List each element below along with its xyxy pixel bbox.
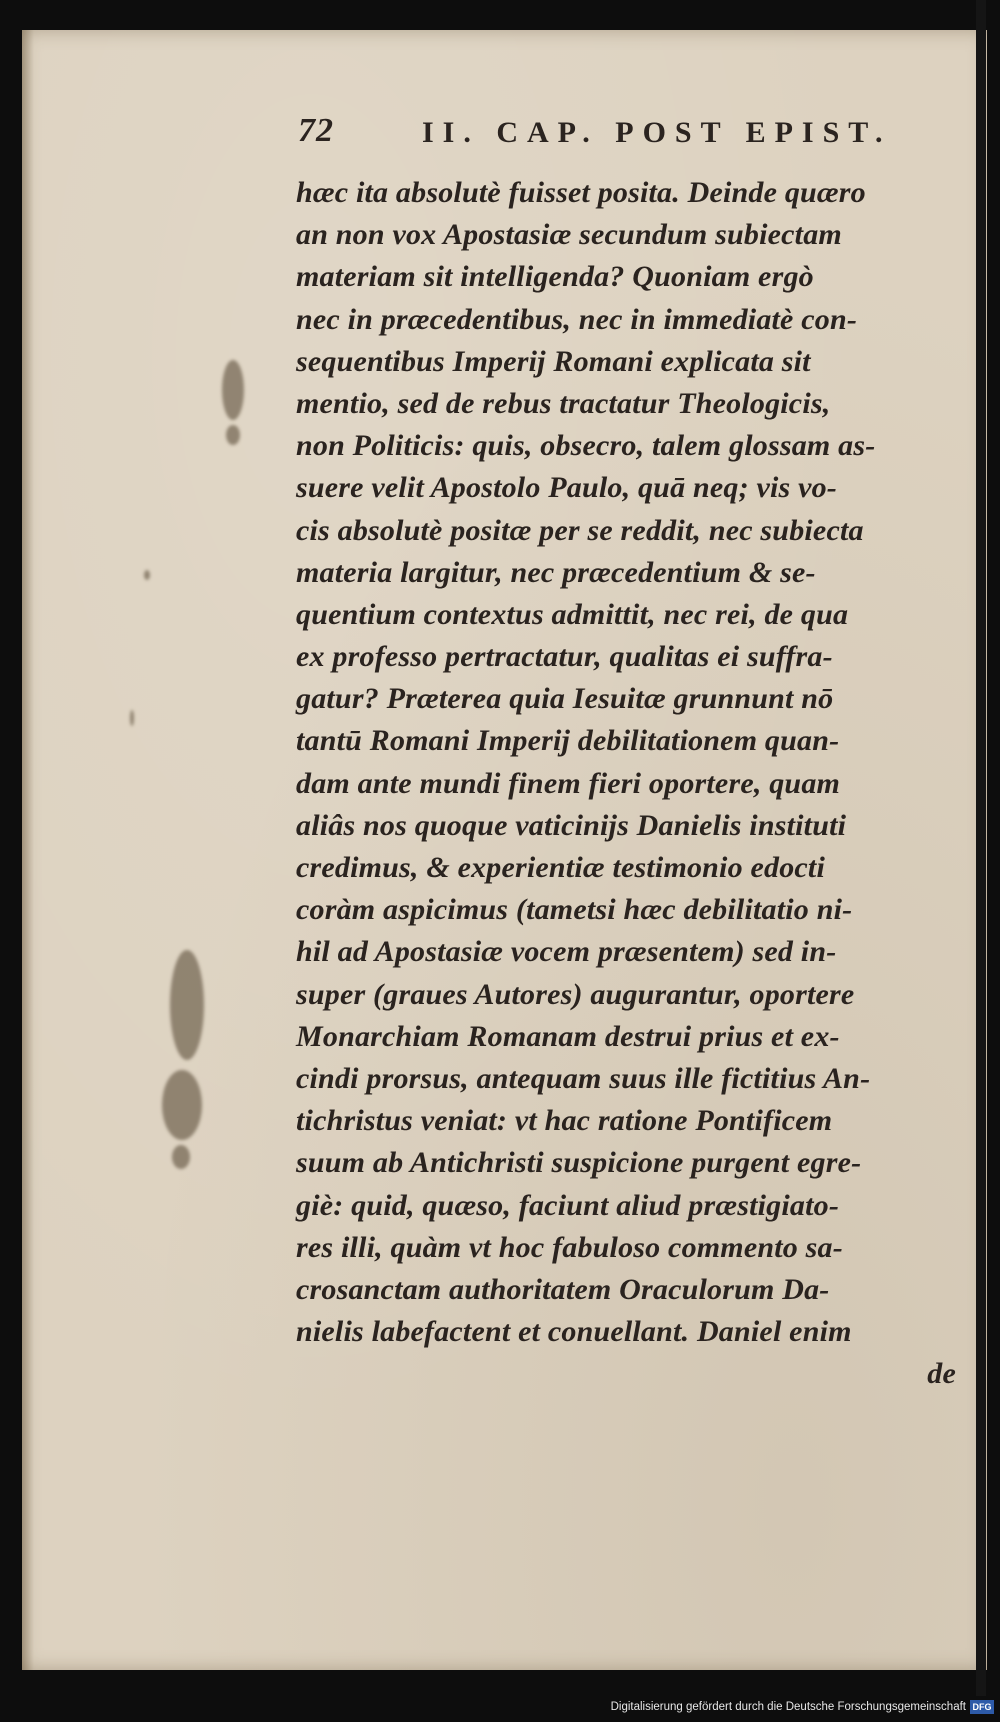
page-header <box>298 112 898 156</box>
text-line: suum ab Antichristi suspicione purgent egre- <box>296 1146 862 1180</box>
text-line: cis absolutè positæ per se reddit, nec subiecta <box>296 513 864 547</box>
body-text <box>296 172 956 1395</box>
ink-stain <box>226 425 240 445</box>
ink-stain <box>222 360 244 420</box>
text-line: sequentibus Imperij Romani explicata sit <box>296 344 811 378</box>
text-line: aliâs nos quoque vaticinijs Danielis instituti <box>296 808 847 842</box>
text-line: suere velit Apostolo Paulo, quā neq; vis vo- <box>296 471 837 505</box>
text-line: nec in præcedentibus, nec in immediatè con- <box>296 302 858 336</box>
text-line: non Politicis: quis, obsecro, talem glossam as- <box>296 429 876 463</box>
text-line: res illi, quàm vt hoc fabuloso commento sa- <box>296 1230 843 1264</box>
text-line: materiam sit intelligenda? Quoniam ergò <box>296 260 814 294</box>
catchword: de <box>927 1357 956 1391</box>
scanner-edge <box>976 0 986 1722</box>
text-line: coràm aspicimus (tametsi hæc debilitatio ni- <box>296 893 853 927</box>
text-line: cindi prorsus, antequam suus ille fictitius An- <box>296 1061 871 1095</box>
text-line: hæc ita absolutè fuisset posita. Deinde quæro <box>296 176 866 209</box>
text-line: ex professo pertractatur, qualitas ei suffra- <box>296 640 833 674</box>
page-number: 72 <box>298 112 334 149</box>
text-line: nielis labefactent et conuellant. Daniel enim <box>296 1315 852 1349</box>
text-line: Monarchiam Romanam destrui prius et ex- <box>296 1019 840 1053</box>
dfg-logo: DFG <box>970 1700 994 1714</box>
text-line: gatur? Præterea quia Iesuitæ grunnunt nō <box>296 682 834 716</box>
text-line: dam ante mundi finem fieri oportere, quam <box>296 766 841 800</box>
ink-stain <box>172 1145 190 1169</box>
ink-stain <box>130 710 134 726</box>
text-line: tichristus veniat: vt hac ratione Pontificem <box>296 1104 833 1138</box>
text-line: mentio, sed de rebus tractatur Theologicis, <box>296 386 831 420</box>
ink-stain <box>162 1070 202 1140</box>
text-line: quentium contextus admittit, nec rei, de qua <box>296 597 849 631</box>
funding-credit: Digitalisierung gefördert durch die Deutsche Forschungsgemeinschaft <box>610 1701 966 1713</box>
running-head: II. CAP. POST EPIST. <box>422 116 892 149</box>
text-line: an non vox Apostasiæ secundum subiectam <box>296 218 842 252</box>
text-line: materia largitur, nec præcedentium & se- <box>296 555 816 589</box>
text-line: super (graues Autores) augurantur, oportere <box>296 977 855 1011</box>
footer-bar <box>0 1696 1000 1722</box>
text-line: hil ad Apostasiæ vocem præsentem) sed in- <box>296 935 837 969</box>
text-line: tantū Romani Imperij debilitationem quan- <box>296 724 840 758</box>
ink-stain <box>144 570 150 580</box>
ink-stain <box>170 950 204 1060</box>
text-line: crosanctam authoritatem Oraculorum Da- <box>296 1272 830 1306</box>
text-line: credimus, & experientiæ testimonio edocti <box>296 851 825 884</box>
text-line: giè: quid, quæso, faciunt aliud præstigiato- <box>296 1188 840 1222</box>
page-gutter-shadow <box>22 30 34 1670</box>
